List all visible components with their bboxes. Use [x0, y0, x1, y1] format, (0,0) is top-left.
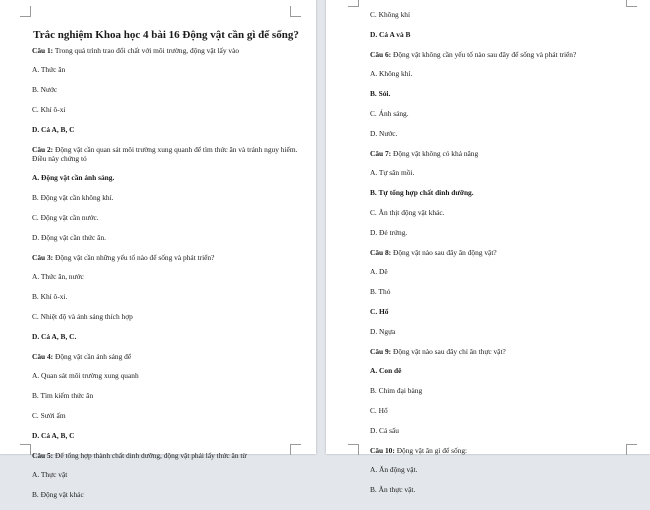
answer-option: D. Đẻ trứng. — [370, 228, 408, 237]
answer-option: B. Chim đại bàng — [370, 386, 423, 395]
question-text: Động vật cần quan sát môi trường xung quanh để tìm thức ăn và tránh nguy hiểm. Điều này chứng tỏ — [32, 145, 298, 163]
answer-option: A. Thức ăn, nước — [32, 272, 84, 281]
question-label: Câu 10: — [370, 446, 395, 455]
answer-option: A. Dê — [370, 267, 388, 276]
page-corner-mark — [20, 444, 31, 455]
question-text: Động vật không cần yếu tố nào sau đây để sống và phát triển? — [391, 50, 577, 59]
answer-option: B. Tìm kiếm thức ăn — [32, 391, 94, 400]
answer-option: A. Thức ăn — [32, 65, 66, 74]
question-text: Trong quá trình trao đổi chất với môi trường, động vật lấy vào — [53, 46, 240, 55]
page-corner-mark — [20, 6, 31, 17]
correct-answer-option: D. Cả A, B, C. — [32, 332, 77, 341]
question-2 — [32, 145, 300, 163]
answer-option: A. Ăn động vật. — [370, 465, 418, 474]
answer-option: B. Thỏ — [370, 287, 391, 296]
answer-option: D. Ngựa — [370, 327, 396, 336]
correct-answer-option: B. Sỏi. — [370, 89, 391, 98]
question-label: Câu 9: — [370, 347, 392, 356]
page-corner-mark — [626, 0, 637, 7]
correct-answer-option: B. Tự tổng hợp chất dinh dưỡng. — [370, 188, 474, 197]
document-page-left — [0, 0, 316, 499]
question-label: Câu 1: — [32, 46, 54, 55]
question-text: Động vật không có khả năng — [391, 149, 479, 158]
question-6 — [370, 50, 630, 59]
answer-option: D. Cá sấu — [370, 426, 399, 435]
answer-option: A. Thực vật — [32, 470, 68, 479]
question-label: Câu 6: — [370, 50, 392, 59]
question-8 — [370, 248, 630, 257]
answer-option: A. Quan sát môi trường xung quanh — [32, 371, 139, 380]
question-text: Để tổng hợp thành chất dinh dưỡng, động vật phải lấy thức ăn từ — [53, 451, 247, 460]
answer-option: D. Nước. — [370, 129, 398, 138]
correct-answer-option: C. Hổ — [370, 307, 389, 316]
question-1 — [32, 46, 300, 55]
question-3 — [32, 253, 300, 262]
question-label: Câu 5: — [32, 451, 54, 460]
document-title: Trắc nghiệm Khoa học 4 bài 16 Động vật cần gì để sống? — [33, 29, 299, 41]
question-label: Câu 4: — [32, 352, 54, 361]
question-label: Câu 2: — [32, 145, 54, 154]
question-10 — [370, 446, 630, 455]
page-corner-mark — [290, 6, 301, 17]
question-9 — [370, 347, 630, 356]
correct-answer-option: A. Con dê — [370, 366, 402, 375]
document-page-right — [326, 0, 650, 494]
question-4 — [32, 352, 300, 361]
answer-option: D. Động vật cần thức ăn. — [32, 233, 106, 242]
answer-option: B. Động vật khác — [32, 490, 84, 499]
question-text: Động vật cần những yếu tố nào để sống và phát triển? — [53, 253, 215, 262]
correct-answer-option: A. Động vật cần ánh sáng. — [32, 173, 115, 182]
answer-option: C. Ăn thịt động vật khác. — [370, 208, 445, 217]
answer-option: C. Nhiệt độ và ánh sáng thích hợp — [32, 312, 133, 321]
answer-option: B. Ăn thực vật. — [370, 485, 416, 494]
answer-option: C. Hổ — [370, 406, 388, 415]
question-text: Động vật nào sau đây ăn động vật? — [391, 248, 497, 257]
answer-option: C. Ánh sáng. — [370, 109, 409, 118]
question-text: Động vật ăn gì để sống: — [394, 446, 468, 455]
answer-option: B. Khí ô-xi. — [32, 292, 68, 301]
correct-answer-option: D. Cả A, B, C — [32, 431, 75, 440]
question-text: Động vật nào sau đây chỉ ăn thực vật? — [391, 347, 506, 356]
answer-option: C. Sưởi ấm — [32, 411, 66, 420]
question-label: Câu 8: — [370, 248, 392, 257]
answer-option: B. Động vật cần không khí. — [32, 193, 114, 202]
correct-answer-option: D. Cả A và B — [370, 30, 411, 39]
question-5 — [32, 451, 300, 460]
page-corner-mark — [348, 0, 359, 7]
answer-option: A. Không khí. — [370, 69, 413, 78]
correct-answer-option: D. Cả A, B, C — [32, 125, 75, 134]
answer-option: B. Nước — [32, 85, 58, 94]
answer-option: A. Tự săn mồi. — [370, 168, 415, 177]
page-corner-mark — [348, 444, 359, 455]
question-label: Câu 7: — [370, 149, 392, 158]
answer-option: C. Khí ô-xi — [32, 105, 66, 114]
answer-option: C. Động vật cần nước. — [32, 213, 99, 222]
answer-option: C. Không khí — [370, 10, 411, 19]
question-label: Câu 3: — [32, 253, 54, 262]
question-7 — [370, 149, 630, 158]
question-text: Động vật cần ánh sáng để — [53, 352, 132, 361]
